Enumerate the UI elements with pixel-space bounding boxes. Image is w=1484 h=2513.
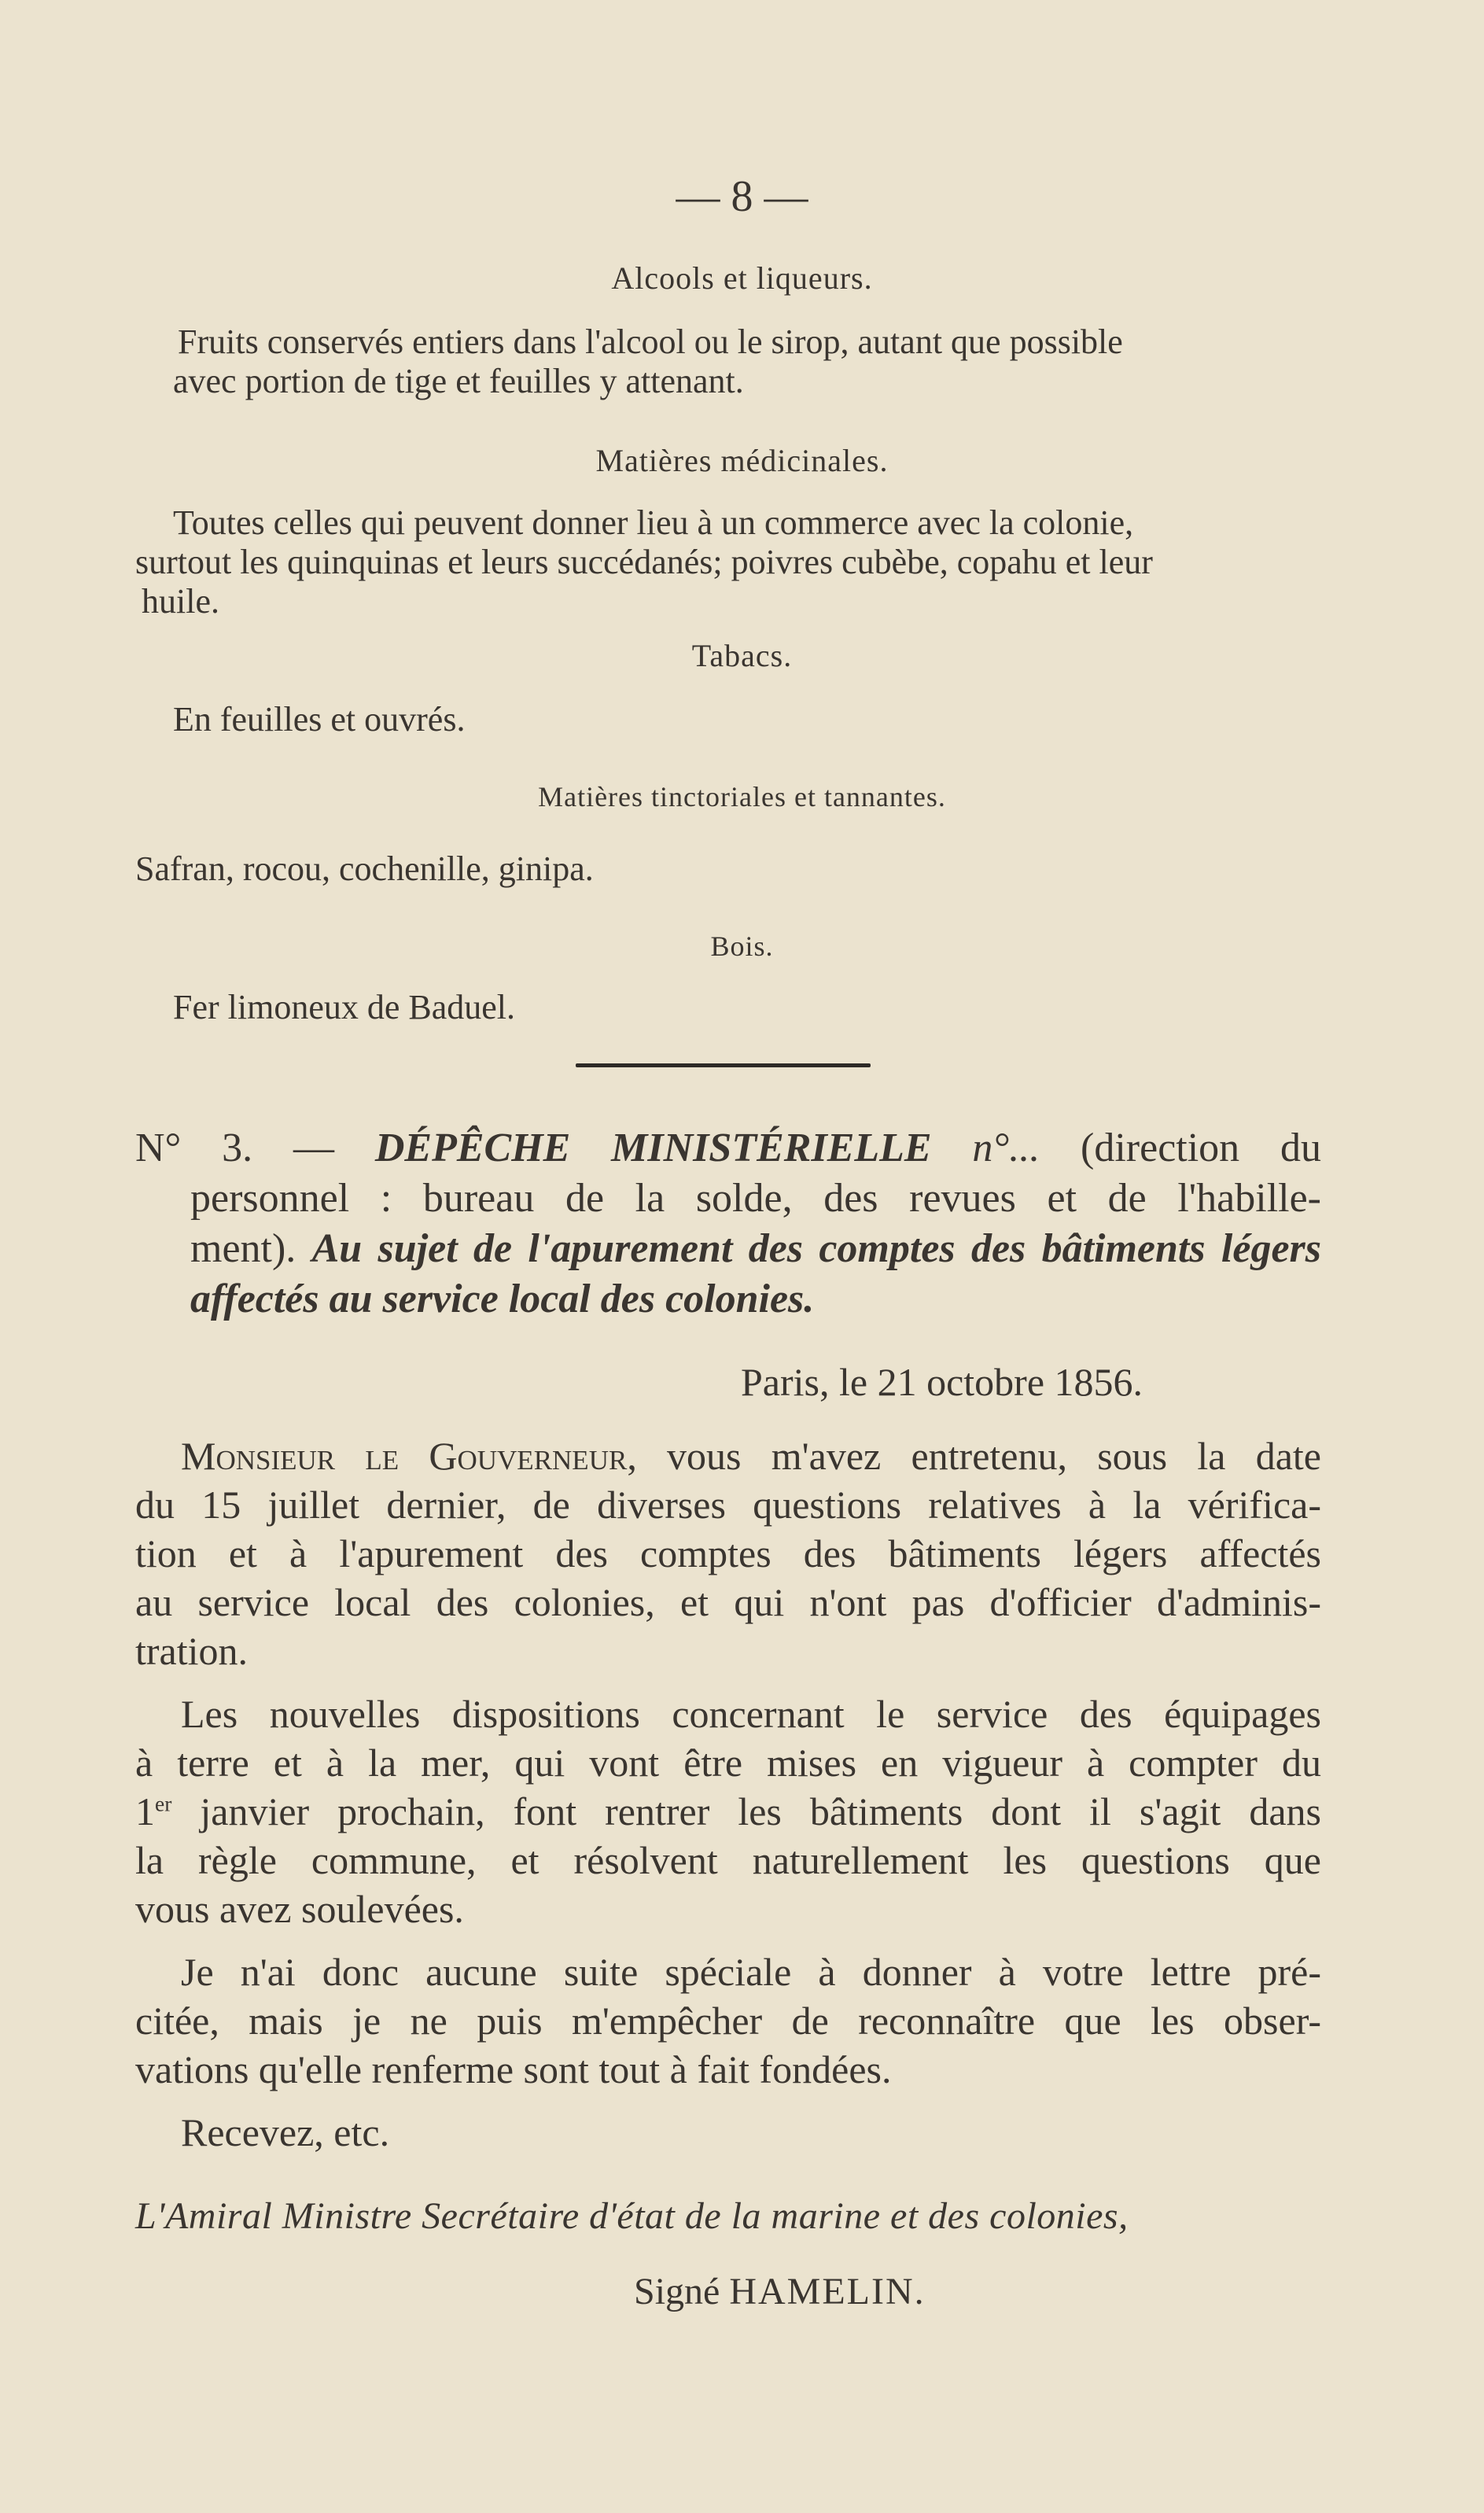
text-segment: , vous m'avez entretenu, sous la date (627, 1434, 1321, 1478)
section-text-bois (173, 988, 515, 1027)
text-line: au service local des colonies, et qui n'ont pas d'officier d'adminis- (135, 1580, 1321, 1624)
section-text-medicinales (135, 503, 1321, 621)
text-line: vations qu'elle renferme sont tout à fait fondées. (135, 2047, 892, 2091)
text-line: tion et à l'apurement des comptes des bâtiments légers affectés (135, 1531, 1321, 1575)
text-line: huile. (142, 582, 219, 621)
depeche-title-suffix: n°... (972, 1126, 1040, 1170)
depeche-subject-start: ment). (190, 1226, 296, 1271)
text-line: Fruits conservés entiers dans l'alcool ou le sirop, autant que possible (178, 322, 1123, 361)
section-text-tabacs (173, 700, 465, 739)
section-text-alcools (173, 322, 1323, 401)
text-line: avec portion de tige et feuilles y attenant. (173, 362, 744, 400)
depeche-subject-line (190, 1224, 1321, 1274)
section-heading-alcools: Alcools et liqueurs. (611, 260, 873, 296)
text-line: En feuilles et ouvrés. (173, 700, 466, 739)
section-heading-tabacs: Tabacs. (691, 638, 793, 673)
signed-label: Signé (634, 2271, 720, 2312)
depeche-subject-end: affectés au service local des colonies. (190, 1277, 815, 1321)
superscript: er (155, 1791, 172, 1816)
dateline: Paris, le 21 octobre 1856. (741, 1360, 1143, 1404)
text-line: à terre et à la mer, qui vont être mises en vigueur à compter du (135, 1741, 1321, 1785)
section-heading-medicinales: Matières médicinales. (595, 443, 889, 478)
letter-paragraph-1 (135, 1432, 1321, 1675)
text-line: Toutes celles qui peuvent donner lieu à un commerce avec la colonie, (173, 503, 1134, 542)
section-heading-bois: Bois. (710, 930, 774, 962)
depeche-direction: (direction du (1081, 1126, 1322, 1170)
text-line: personnel : bureau de la solde, des revues et de l'habille- (190, 1176, 1321, 1221)
closing: Recevez, etc. (181, 2110, 390, 2154)
text-segment: 1 (135, 1789, 155, 1833)
text-line: la règle commune, et résolvent naturellement les questions que (135, 1838, 1321, 1882)
salutation: Monsieur le Gouverneur (181, 1434, 628, 1478)
text-line: Je n'ai donc aucune suite spéciale à donner à votre lettre pré- (181, 1950, 1321, 1994)
section-text-tinctoriales (135, 849, 594, 889)
text-segment: janvier prochain, font rentrer les bâtiments dont il s'agit dans (171, 1789, 1321, 1833)
text-line: Safran, rocou, cochenille, ginipa. (135, 849, 594, 888)
text-line: du 15 juillet dernier, de diverses questions relatives à la vérifica- (135, 1483, 1321, 1527)
depeche-title-line (135, 1123, 1321, 1174)
depeche-title: DÉPÊCHE MINISTÉRIELLE (374, 1126, 932, 1170)
signed-name: HAMELIN. (729, 2271, 926, 2312)
horizontal-rule (576, 1063, 871, 1067)
text-line (135, 1787, 1321, 1836)
depeche-number: N° 3. (135, 1126, 253, 1170)
text-line: tration. (135, 1629, 249, 1673)
depeche-dash: — (293, 1126, 334, 1170)
letter-paragraph-3 (135, 1947, 1321, 2094)
salutation-line (135, 1432, 1321, 1480)
text-line: surtout les quinquinas et leurs succédanés; poivres cubèbe, copahu et leur (135, 543, 1153, 581)
text-line: citée, mais je ne puis m'empêcher de reconnaître que les obser- (135, 1999, 1321, 2043)
section-heading-tinctoriales: Matières tinctoriales et tannantes. (538, 781, 946, 812)
page-number: — 8 — (676, 172, 808, 221)
signature (634, 2270, 926, 2313)
depeche-subject: Au sujet de l'apurement des comptes des bâtiments légers (311, 1226, 1322, 1271)
letter-paragraph-2 (135, 1689, 1321, 1933)
text-line: vous avez soulevées. (135, 1887, 464, 1931)
text-line: Les nouvelles dispositions concernant le service des équipages (181, 1692, 1321, 1736)
text-line: Fer limoneux de Baduel. (173, 988, 516, 1026)
depeche-header (135, 1123, 1321, 1325)
signatory-title: L'Amiral Ministre Secrétaire d'état de la marine et des colonies, (135, 2195, 1129, 2237)
